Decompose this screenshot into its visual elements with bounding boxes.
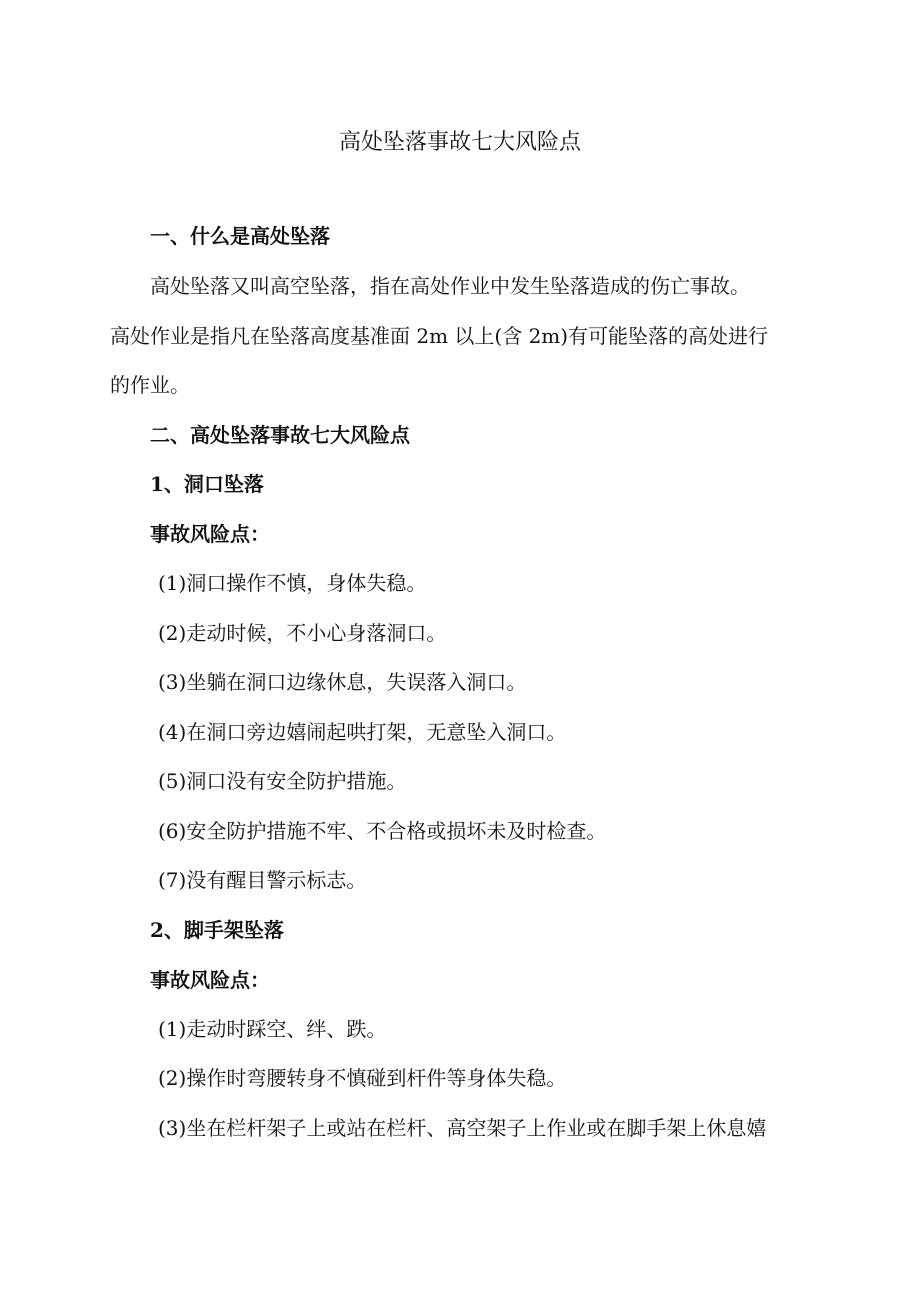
section-1-paragraph-line-1: 高处坠落又叫高空坠落，指在高处作业中发生坠落造成的伤亡事故。 <box>150 274 750 298</box>
subsection-2-heading: 2、脚手架坠落 <box>150 918 284 942</box>
subsection-1-risk-label: 事故风险点： <box>150 522 270 546</box>
list-item: (3)坐躺在洞口边缘休息，失误落入洞口。 <box>158 670 527 694</box>
list-item: (2)操作时弯腰转身不慎碰到杆件等身体失稳。 <box>158 1066 567 1090</box>
subsection-1-heading: 1、洞口坠落 <box>150 472 264 496</box>
subsection-2-risk-label: 事故风险点： <box>150 968 270 992</box>
document-title: 高处坠落事故七大风险点 <box>338 130 581 155</box>
section-1-paragraph-line-2: 高处作业是指凡在坠落高度基准面 2m 以上(含 2m)有可能坠落的高处进行 <box>110 324 769 348</box>
list-item: (3)坐在栏杆架子上或站在栏杆、高空架子上作业或在脚手架上休息嬉 <box>158 1116 767 1140</box>
list-item: (7)没有醒目警示标志。 <box>158 868 367 892</box>
list-item: (6)安全防护措施不牢、不合格或损坏未及时检查。 <box>158 819 607 843</box>
list-item: (1)洞口操作不慎，身体失稳。 <box>158 571 427 595</box>
section-1-heading: 一、什么是高处坠落 <box>150 224 330 248</box>
list-item: (1)走动时踩空、绊、跌。 <box>158 1017 387 1041</box>
list-item: (5)洞口没有安全防护措施。 <box>158 769 407 793</box>
section-2-heading: 二、高处坠落事故七大风险点 <box>150 423 410 447</box>
list-item: (2)走动时候，不小心身落洞口。 <box>158 621 447 645</box>
section-1-paragraph-line-3: 的作业。 <box>110 373 190 397</box>
list-item: (4)在洞口旁边嬉闹起哄打架，无意坠入洞口。 <box>158 720 567 744</box>
